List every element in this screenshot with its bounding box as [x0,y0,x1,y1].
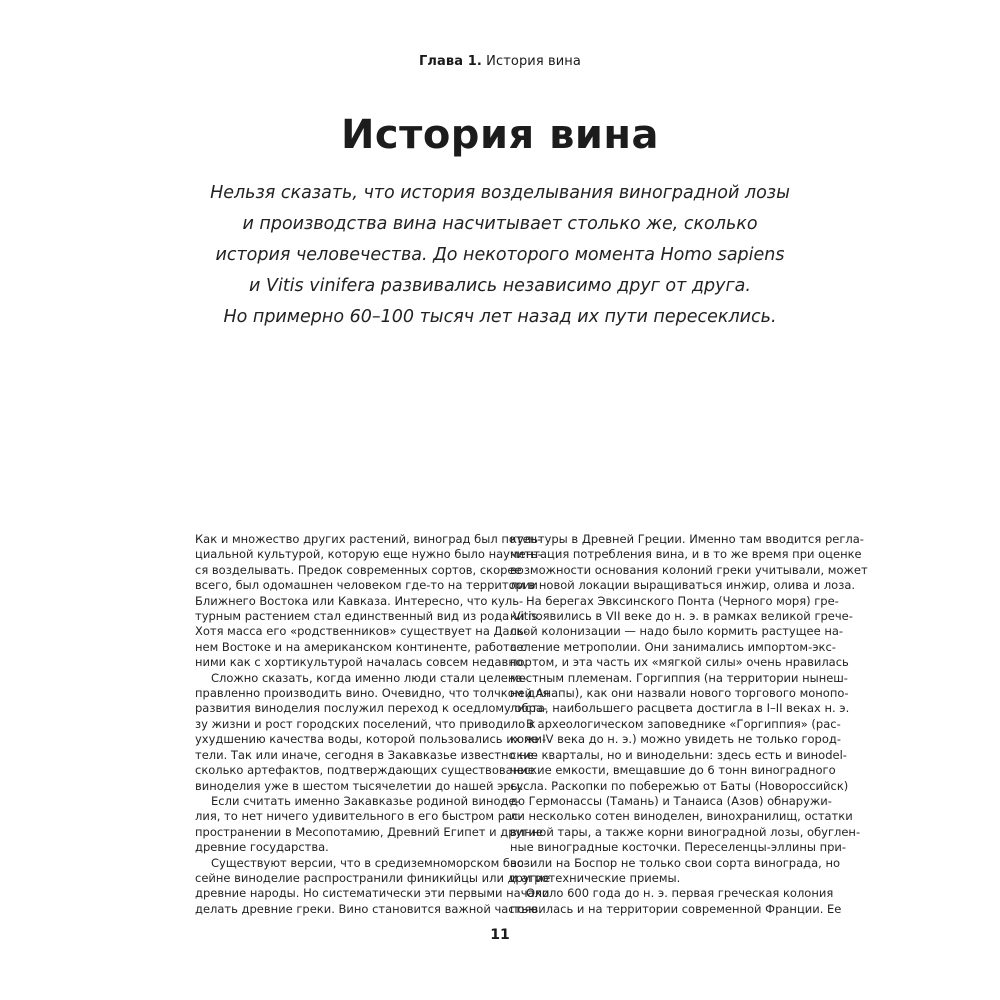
text-line: развития виноделия послужил переход к оседлому обра- [195,701,548,716]
text-line: зу жизни и рост городских поселений, что приводило к [195,716,536,731]
page-number: 11 [490,927,510,943]
text-line: виноделия уже в шестом тысячелетии до нашей эры. [195,778,524,793]
text-line: ся возделывать. Предок современных сортов, скорее [195,562,522,577]
text-line: Сложно сказать, когда именно люди стали целена- [211,670,527,685]
text-line: делать древние греки. Вино становится важной частью [195,901,538,916]
text-line: ли несколько сотен виноделен, винохранилищ, остатки [510,809,853,824]
text-line: На берегах Эвксинского Понта (Черного моря) гре- [526,593,839,608]
epigraph-line: Нельзя сказать, что история возделывания виноградной лозы [210,183,790,203]
text-line: В археологическом заповеднике «Горгиппия» (рас- [526,716,841,731]
text-line: культуры в Древней Греции. Именно там вводится регла- [510,532,864,546]
text-line: лия, то нет ничего удивительного в его быстром рас- [195,809,523,824]
text-line: и агротехнические приемы. [510,870,681,885]
text-line: сколько артефактов, подтверждающих существование [195,763,535,778]
text-line: селение метрополии. Они занимались импортом-экс- [510,639,836,654]
text-line: местным племенам. Горгиппия (на территории нынеш- [510,670,848,685]
text-line: Существуют версии, что в средиземноморском бас- [211,855,528,870]
epigraph-line: история человечества. До некоторого момента Homo sapiens [215,245,785,265]
epigraph [150,178,850,333]
text-line: циальной культурой, которую еще нужно было научить- [195,547,542,562]
text-line: ли в новой локации выращиваться инжир, олива и лоза. [510,578,856,593]
chapter-title: История вина [340,112,660,158]
right-text-column [510,532,868,917]
text-line: нем Востоке и на американском континенте, работа с [195,639,527,654]
text-line: ними как с хортикультурой началась совсем недавно. [195,655,527,670]
text-line: Ближнего Востока или Кавказа. Интересно, что куль- [195,593,524,608]
text-line: портом, и эта часть их «мягкой силы» очень нравилась [510,655,849,670]
text-line: ухудшению качества воды, которой пользовались их жи- [195,732,547,747]
text-line: ней Анапы), как они назвали нового торгового монопо- [510,686,849,701]
text-line: сейне виноделие распространили финикийцы или другие [195,870,551,885]
text-line: ские кварталы, но и винодельни: здесь есть и виноdel- [510,747,847,762]
text-line: копе IV века до н. э.) можно увидеть не только город- [510,732,841,747]
text-line: Как и множество других растений, виноград был потен- [195,532,542,546]
text-line: ки появились в VII веке до н. э. в рамках великой грече- [510,609,853,624]
text-line: древние народы. Но систематически эти первыми начали [195,886,550,901]
left-text-column [195,532,551,917]
text-line: возили на Боспор не только свои сорта винограда, но [510,855,840,870]
text-line: Хотя масса его «родственников» существует на Даль- [195,624,528,639]
text-line: винной тары, а также корни виноградной лозы, обуглен- [510,824,861,839]
text-line: ные виноградные косточки. Переселенцы-эллины при- [510,840,847,855]
text-line: Если считать именно Закавказье родиной виноде- [211,793,520,808]
running-header [0,54,1000,69]
text-line: возможности основания колоний греки учитывали, может [510,562,868,577]
text-line: листа, наибольшего расцвета достигла в I–II веках н. э. [510,701,850,716]
text-line: появилась и на территории современной Франции. Ее [510,901,842,916]
text-line: сусла. Раскопки по побережью от Баты (Новороссийск) [510,778,849,793]
text-line: правленно производить вино. Очевидно, что толчком для [195,686,550,701]
text-line: до Гермонассы (Тамань) и Танаиса (Азов) обнаружи- [510,793,832,808]
epigraph-line: и производства вина насчитывает столько же, сколько [242,214,758,234]
text-line: ментация потребления вина, и в то же время при оценке [510,547,862,562]
chapter-number: Глава 1. [419,54,482,69]
text-line: турным растением стал единственный вид из рода Vitis. [195,609,542,624]
chapter-name: История вина [486,54,581,69]
text-line: Около 600 года до н. э. первая греческая колония [526,886,834,901]
text-line: всего, был одомашнен человеком где-то на территории [195,578,538,593]
epigraph-line: и Vitis vinifera развивались независимо друг от друга. [249,276,751,296]
text-line: тели. Так или иначе, сегодня в Закавказье известно не- [195,747,538,762]
text-line: ской колонизации — надо было кормить растущее на- [510,624,844,639]
text-line: пространении в Месопотамию, Древний Египет и другие [195,824,543,839]
epigraph-line: Но примерно 60–100 тысяч лет назад их пути пересеклись. [223,307,777,327]
text-line: ческие емкости, вмещавшие до 6 тонн виноградного [510,763,836,778]
text-line: древние государства. [195,840,329,855]
